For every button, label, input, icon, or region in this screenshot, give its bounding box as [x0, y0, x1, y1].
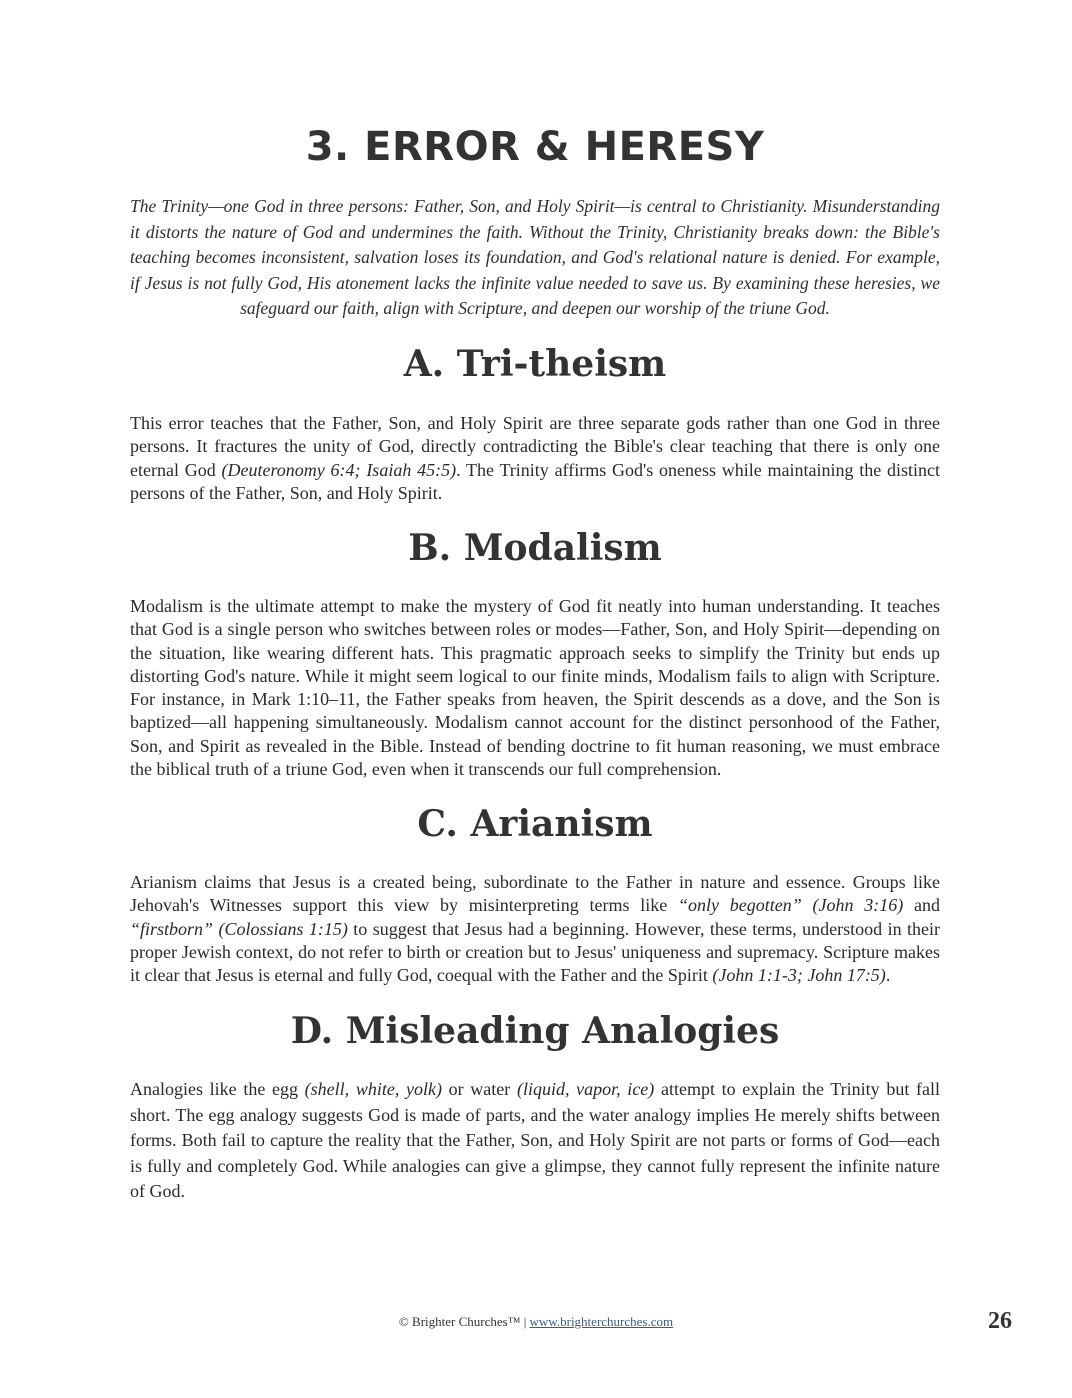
- body-text: Modalism is the ultimate attempt to make the mystery of God fit neatly into human understanding. It teaches that God is a single person who switches between roles or modes—Father, Son, and Holy Spirit—depending on the situation, like wearing different hats. This pragmatic approach seeks to simplify the Trinity but ends up distorting God's nature. While it might seem logical to our finite minds, Modalism fails to align with Scripture. For instance, in Mark 1:10–11, the Father speaks from heaven, the Spirit descends as a dove, and the Son is baptized—all happening simultaneously. Modalism cannot account for the distinct personhood of the Father, Son, and Spirit as revealed in the Bible. Instead of bending doctrine to fit human reasoning, we must embrace the biblical truth of a triune God, even when it transcends our full comprehension.: [130, 596, 940, 780]
- scripture-reference: “firstborn” (Colossians 1:15): [130, 918, 348, 939]
- section-heading-analogies: D. Misleading Analogies: [290, 1010, 780, 1052]
- section-heading-tritheism: A. Tri-theism: [403, 343, 667, 385]
- scripture-reference: (Deuteronomy 6:4; Isaiah 45:5): [221, 459, 457, 480]
- body-text: . The Trinity affirms God's oneness while maintaining the distinct persons of the Father, Son, and Holy Spirit.: [130, 459, 941, 503]
- body-text: to suggest that Jesus had a beginning. However, these terms, understood in their proper Jewish context, do not refer to birth or creation but to Jesus' uniqueness and supremacy. Scripture makes it clear that Jesus is eternal and fully God, coequal with the Father and the Spirit: [130, 918, 941, 986]
- body-text: or water: [441, 1079, 517, 1099]
- section-body-analogies: [130, 1077, 940, 1205]
- body-text: Arianism claims that Jesus is a created being, subordinate to the Father in nature and essence. Groups like Jehovah's Witnesses support this view by misinterpreting terms like: [130, 872, 940, 916]
- body-text: Analogies like the egg: [130, 1079, 305, 1099]
- website-link[interactable]: www.brighterchurches.com: [529, 1314, 674, 1329]
- scripture-reference: (John 1:1-3; John 17:5): [712, 965, 886, 986]
- section-body-arianism: [130, 871, 940, 987]
- body-text: attempt to explain the Trinity but fall short. The egg analogy suggests God is made of parts, and the water analogy implies He merely shifts between forms. Both fail to capture the reality that the Father, Son, and Holy Spirit are not parts or forms of God—each is fully and completely God. While analogies can give a glimpse, they cannot fully represent the infinite nature of God.: [130, 1079, 940, 1201]
- footer-separator: |: [520, 1314, 530, 1329]
- body-text: .: [885, 965, 891, 986]
- analogy-parts: (liquid, vapor, ice): [516, 1079, 655, 1099]
- analogy-parts: (shell, white, yolk): [304, 1079, 442, 1099]
- section-heading-modalism: B. Modalism: [408, 527, 662, 569]
- footer: [0, 1314, 1072, 1330]
- section-body-modalism: [130, 595, 940, 781]
- scripture-reference: “only begotten” (John 3:16): [677, 895, 904, 916]
- page-title: 3. ERROR & HERESY: [305, 124, 765, 170]
- body-text: and: [903, 895, 940, 916]
- copyright: © Brighter Churches™: [398, 1314, 521, 1329]
- section-body-tritheism: [130, 412, 940, 505]
- page-number: 26: [988, 1308, 1012, 1334]
- intro-paragraph: The Trinity—one God in three persons: Father, Son, and Holy Spirit—is central to Christianity. Misunderstanding it distorts the nature of God and undermines the faith. Without the Trinity, Christianity breaks down: the Bible's teaching becomes inconsistent, salvation loses its foundation, and God's relational nature is denied. For example, if Jesus is not fully God, His atonement lacks the infinite value needed to save us. By examining these heresies, we safeguard our faith, align with Scripture, and deepen our worship of the triune God.: [130, 196, 940, 318]
- section-heading-arianism: C. Arianism: [417, 803, 653, 845]
- body-text: This error teaches that the Father, Son, and Holy Spirit are three separate gods rather than one God in three persons. It fractures the unity of God, directly contradicting the Bible's clear teaching that there is only one eternal God: [130, 413, 940, 480]
